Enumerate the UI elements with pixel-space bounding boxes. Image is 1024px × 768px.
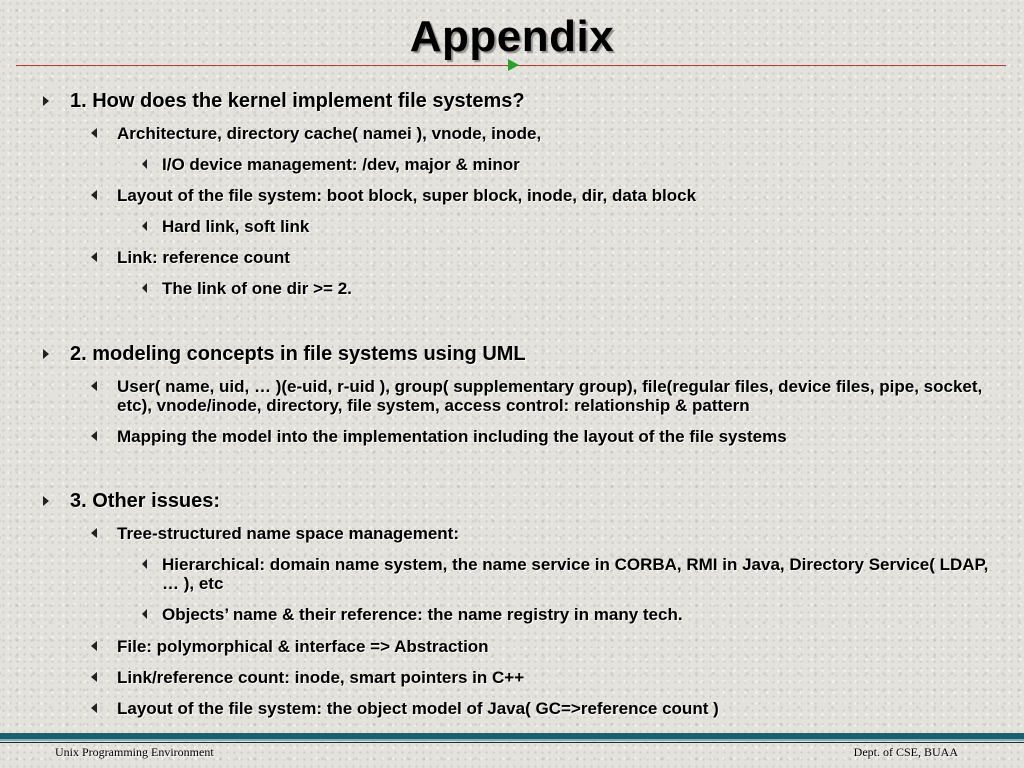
bullet-left-icon (91, 190, 97, 200)
section-3-heading: 3. Other issues: (70, 490, 220, 512)
bullet-left-icon (91, 381, 97, 391)
list-item: Layout of the file system: boot block, super block, inode, dir, data block (117, 186, 997, 205)
title-marker-icon (508, 59, 519, 71)
footer-course-name: Unix Programming Environment (55, 745, 214, 759)
list-item: The link of one dir >= 2. (162, 279, 1002, 298)
list-item: Mapping the model into the implementation including the layout of the file systems (117, 427, 997, 446)
list-item: Tree-structured name space management: (117, 524, 997, 543)
list-item: Link/reference count: inode, smart pointers in C++ (117, 668, 997, 687)
bullet-left-icon (91, 128, 97, 138)
list-item: Hierarchical: domain name system, the name service in CORBA, RMI in Java, Directory Service( LDAP, … ), etc (162, 555, 1002, 593)
bullet-left-icon (142, 559, 147, 569)
list-item: Objects’ name & their reference: the name registry in many tech. (162, 605, 1002, 624)
footer-divider (0, 742, 1024, 743)
bullet-left-icon (142, 221, 147, 231)
bullet-right-icon (43, 496, 49, 506)
bullet-left-icon (91, 703, 97, 713)
bullet-left-icon (142, 283, 147, 293)
bullet-left-icon (91, 252, 97, 262)
bullet-left-icon (91, 641, 97, 651)
section-2-heading: 2. modeling concepts in file systems using UML (70, 343, 526, 365)
section-1-heading: 1. How does the kernel implement file systems? (70, 90, 525, 112)
list-item: File: polymorphical & interface => Abstraction (117, 637, 997, 656)
bullet-left-icon (91, 431, 97, 441)
list-item: User( name, uid, … )(e-uid, r-uid ), group( supplementary group), file(regular files, device files, pipe, socket, etc), vnode/inode, directory, file system, access control: relationship & pattern (117, 377, 997, 415)
footer-bar (0, 733, 1024, 741)
bullet-right-icon (43, 96, 49, 106)
list-item: Hard link, soft link (162, 217, 1002, 236)
list-item: Architecture, directory cache( namei ), vnode, inode, (117, 124, 997, 143)
bullet-right-icon (43, 349, 49, 359)
bullet-left-icon (142, 159, 147, 169)
list-item: I/O device management: /dev, major & minor (162, 155, 1002, 174)
bullet-left-icon (91, 528, 97, 538)
slide-title: Appendix (409, 12, 615, 61)
bullet-left-icon (91, 672, 97, 682)
list-item: Layout of the file system: the object model of Java( GC=>reference count ) (117, 699, 997, 718)
bullet-left-icon (142, 609, 147, 619)
list-item: Link: reference count (117, 248, 997, 267)
footer-department: Dept. of CSE, BUAA (853, 745, 958, 759)
